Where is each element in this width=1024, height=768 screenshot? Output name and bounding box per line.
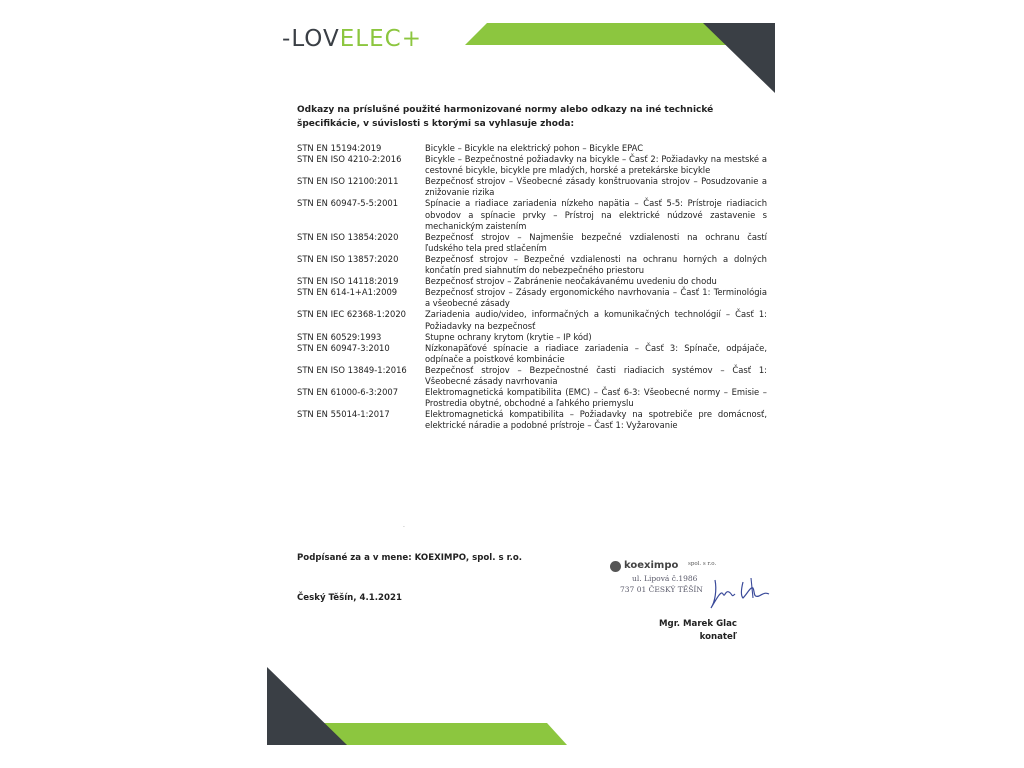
standard-description: Stupne ochrany krytom (krytie – IP kód) [425, 331, 592, 342]
standard-description: Elektromagnetická kompatibilita – Požiadavky na spotrebiče pre domácnosť, elektrické náradie a podobné prístroje – Časť 1: Vyžarovanie [425, 409, 767, 431]
standard-row [297, 154, 767, 176]
scan-mark: · [403, 524, 405, 531]
standard-description: Bezpečnosť strojov – Bezpečné vzdialenosti na ochranu horných a dolných končatín pred siahnutím do nebezpečného priestoru [425, 253, 767, 276]
standard-description: Zariadenia audio/video, informačných a komunikačných technológií – Časť 1: Požiadavky na bezpečnosť [425, 309, 767, 331]
standard-row [297, 343, 767, 365]
standard-code: STN EN 61000-6-3:2007 [297, 387, 399, 398]
standard-code: STN EN 614-1+A1:2009 [297, 287, 398, 298]
document-page [267, 23, 775, 745]
stamp-spol: spol. s r.o. [688, 561, 717, 567]
standard-code: STN EN ISO 4210-2:2016 [297, 154, 402, 165]
standard-row [297, 276, 767, 287]
standard-row [297, 365, 767, 387]
header-dark-corner [703, 23, 775, 93]
standard-row [297, 332, 767, 343]
standard-description: Spínacie a riadiace zariadenia nízkeho napätia – Časť 5-5: Prístroje riadiacich obvodov a spínacie prvky – Prístroj na elektrické núdzové zastavenie s mechanickým zaistením [425, 198, 767, 231]
standard-description: Bicykle – Bezpečnostné požiadavky na bicykle – Časť 2: Požiadavky na mestské a cestovné bicykle, bicykle pre mladých, horské a pretekárske bicykle [425, 154, 767, 176]
stamp-logo-icon [610, 561, 621, 572]
standard-description: Bicykle – Bicykle na elektrický pohon – Bicykle EPAC [425, 143, 644, 153]
place-date: Český Těšín, 4.1.2021 [297, 593, 402, 603]
standard-row [297, 143, 767, 154]
standard-row [297, 232, 767, 254]
standard-code: STN EN ISO 12100:2011 [297, 176, 399, 187]
standard-description: Nízkonapäťové spínacie a riadiace zariadenia – Časť 3: Spínače, odpájače, odpínače a poistkové kombinácie [425, 342, 767, 364]
standard-code: STN EN IEC 62368-1:2020 [297, 309, 406, 320]
standard-description: Bezpečnosť strojov – Všeobecné zásady konštruovania strojov – Posudzovanie a znižovanie rizika [425, 176, 767, 198]
standard-code: STN EN ISO 13849-1:2016 [297, 364, 407, 375]
standard-description: Bezpečnosť strojov – Najmenšie bezpečné vzdialenosti na ochranu častí ľudského tela pred stlačením [425, 231, 767, 253]
handwritten-signature [707, 568, 777, 613]
footer-dark-corner [267, 667, 347, 745]
standard-description: Bezpečnosť strojov – Zásady ergonomického navrhovania – Časť 1: Terminológia a všeobecné zásady [425, 287, 767, 309]
standard-row [297, 198, 767, 231]
lovelec-logo: -LOVELEC+ [282, 26, 422, 52]
standard-code: STN EN 60529:1993 [297, 331, 382, 342]
standard-row [297, 254, 767, 276]
stamp-brand: koeximpo [624, 560, 679, 571]
signatory-role: konateľ [699, 632, 737, 642]
standards-list [297, 143, 767, 431]
signed-by: Podpísané za a v mene: KOEXIMPO, spol. s r.o. [297, 553, 523, 563]
standard-description: Elektromagnetická kompatibilita (EMC) – Časť 6-3: Všeobecné normy – Emisie – Prostredia obytné, obchodné a ľahkého priemyslu [425, 387, 767, 409]
standard-row [297, 176, 767, 198]
standard-row [297, 409, 767, 431]
standard-description: Bezpečnosť strojov – Bezpečnostné časti riadiacich systémov – Časť 1: Všeobecné zásady navrhovania [425, 364, 767, 386]
signatory-name: Mgr. Marek Glac [659, 619, 737, 629]
standard-row [297, 287, 767, 309]
standard-description: Bezpečnosť strojov – Zabránenie neočakávanému uvedeniu do chodu [425, 276, 717, 287]
standard-code: STN EN 60947-3:2010 [297, 342, 390, 353]
standard-code: STN EN ISO 14118:2019 [297, 276, 399, 287]
standard-row [297, 309, 767, 331]
standard-code: STN EN ISO 13857:2020 [297, 253, 399, 264]
standard-code: STN EN ISO 13854:2020 [297, 231, 399, 242]
standard-code: STN EN 55014-1:2017 [297, 409, 390, 420]
standard-code: STN EN 15194:2019 [297, 143, 382, 153]
stamp-address: ul. Lipová č.1986 [632, 574, 698, 583]
standard-code: STN EN 60947-5-5:2001 [297, 198, 399, 209]
intro-text: Odkazy na príslušné použité harmonizované normy alebo odkazy na iné technické špecifikácie, v súvislosti s ktorými sa vyhlasuje zhoda: [297, 105, 714, 129]
stamp-city: 737 01 ČESKÝ TĚŠÍN [620, 585, 703, 594]
standard-row [297, 387, 767, 409]
company-stamp [610, 561, 720, 601]
